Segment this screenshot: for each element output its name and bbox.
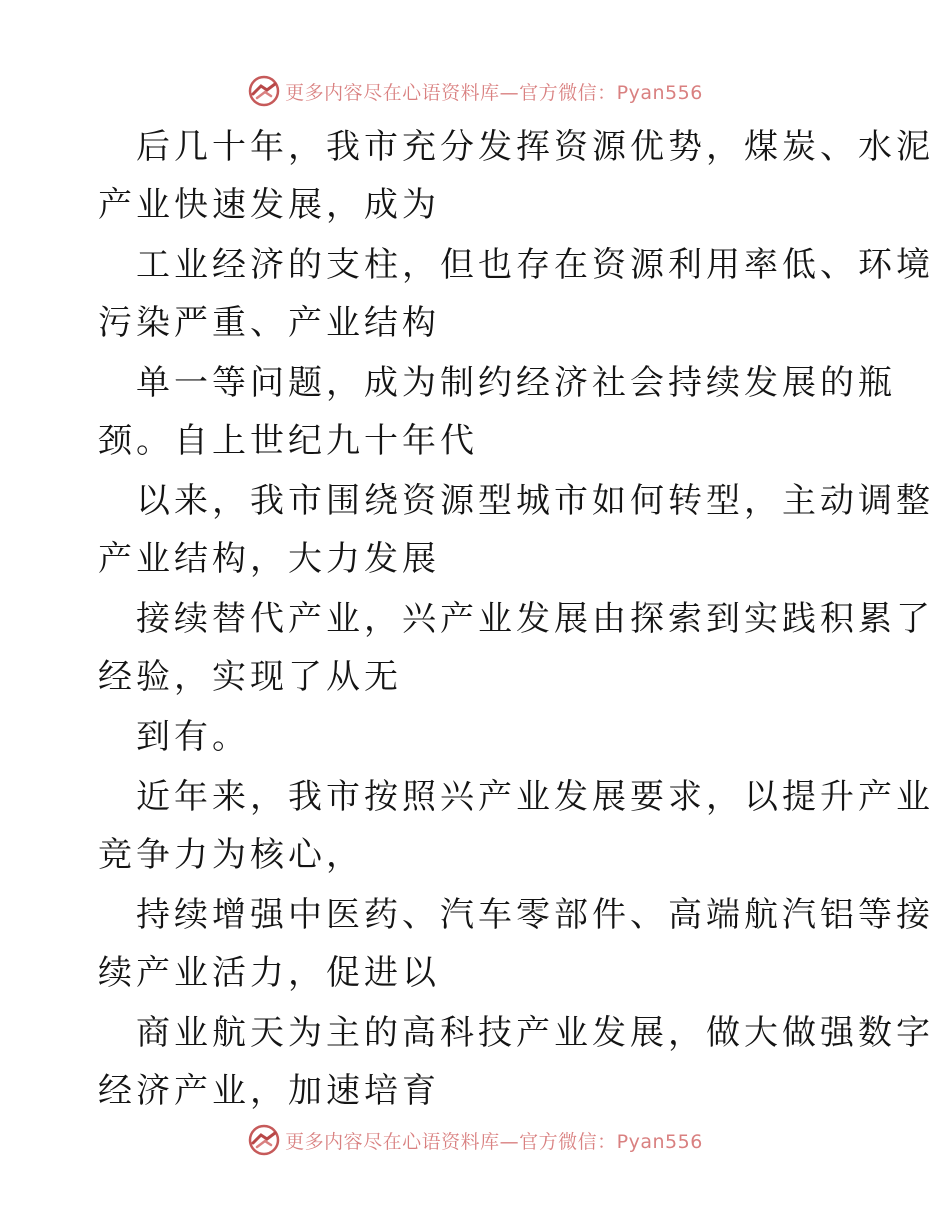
paragraph-line: 后几十年，我市充分发挥资源优势，煤炭、水泥 [136,127,934,167]
paragraph-line: 以来，我市围绕资源型城市如何转型，主动调整 [136,481,934,521]
paragraph-line: 接续替代产业，兴产业发展由探索到实践积累了 [136,599,934,639]
paragraph-line: 竞争力为核心， [98,835,364,875]
paragraph-line: 产业快速发展，成为 [98,185,440,225]
paragraph-line: 持续增强中医药、汽车零部件、高端航汽铝等接 [136,895,934,935]
watermark-text: 更多内容尽在心语资料库—官方微信：Pyan556 [285,1130,703,1153]
watermark-text: 更多内容尽在心语资料库—官方微信：Pyan556 [285,81,703,104]
paragraph-line: 续产业活力，促进以 [98,953,440,993]
handshake-logo-icon [247,74,281,108]
paragraph-line: 颈。自上世纪九十年代 [98,421,478,461]
paragraph-line: 单一等问题，成为制约经济社会持续发展的瓶 [136,363,896,403]
handshake-logo-icon [247,1123,281,1157]
paragraph-line: 到有。 [136,717,250,757]
paragraph-line: 商业航天为主的高科技产业发展，做大做强数字 [136,1013,934,1053]
paragraph-line: 近年来，我市按照兴产业发展要求，以提升产业 [136,777,934,817]
header-watermark [0,71,950,111]
paragraph-line: 经验，实现了从无 [98,657,402,697]
paragraph-line: 产业结构，大力发展 [98,539,440,579]
paragraph-line: 经济产业，加速培育 [98,1071,440,1111]
paragraph-line: 工业经济的支柱，但也存在资源利用率低、环境 [136,245,934,285]
paragraph-line: 污染严重、产业结构 [98,303,440,343]
footer-watermark [0,1120,950,1160]
